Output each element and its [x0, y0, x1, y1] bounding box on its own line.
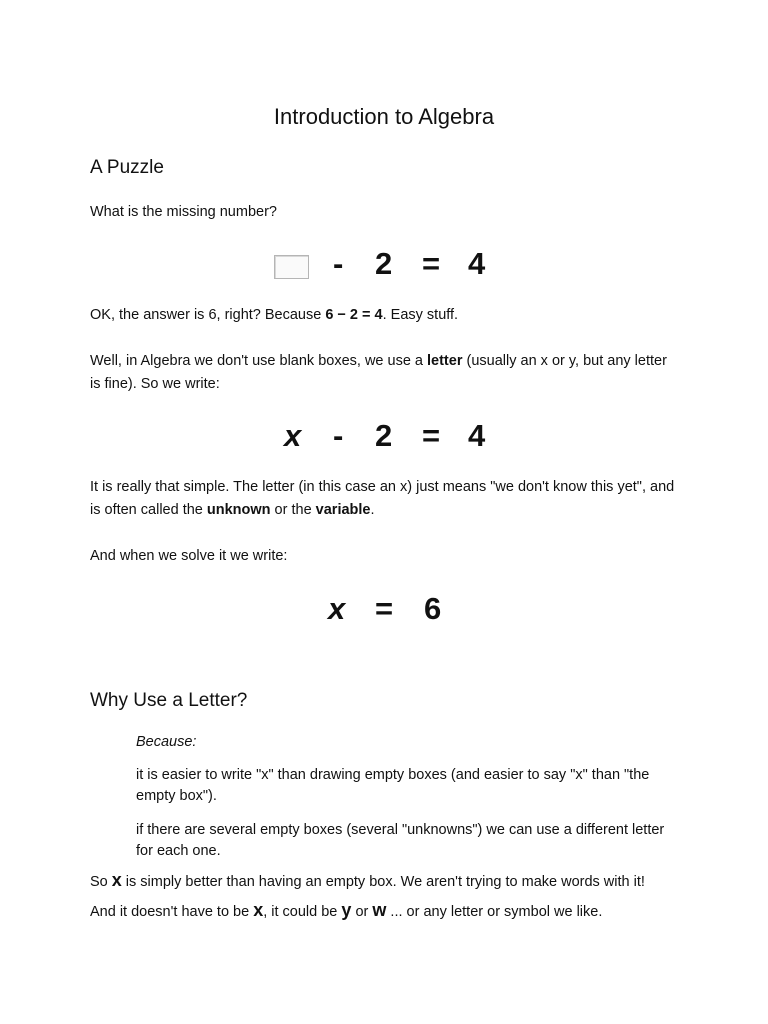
eq2-two: 2	[375, 418, 393, 453]
letter-text-post: (usually an x or y, but any letter is fine). So we write:	[90, 353, 667, 392]
so-line-pre: So	[90, 874, 112, 890]
eq1-four: 4	[468, 246, 486, 281]
letter-text-pre: Well, in Algebra we don't use blank boxes, we use a	[90, 353, 428, 369]
so-line	[90, 869, 710, 894]
last-line-mid1: , it could be	[263, 904, 342, 920]
answer-paragraph	[90, 304, 680, 327]
answer-text-pre: OK, the answer is 6, right? Because	[90, 307, 326, 323]
eq3-six: 6	[424, 591, 442, 626]
blank-box	[274, 255, 309, 279]
eq2-minus: -	[333, 418, 344, 453]
last-line-w: w	[372, 900, 387, 920]
simple-text-bold-unknown: unknown	[206, 502, 271, 518]
answer-text-bold: 6 − 2 = 4	[325, 307, 383, 323]
last-line-pre: And it doesn't have to be	[90, 904, 254, 920]
page-title: Introduction to Algebra	[273, 104, 495, 129]
reason-one: it is easier to write "x" than drawing empty boxes (and easier to say "x" than "the empty box").	[136, 767, 650, 804]
last-line-post: ... or any letter or symbol we like.	[386, 904, 603, 920]
so-line-x: x	[111, 870, 122, 890]
eq2-x: x	[284, 418, 302, 453]
letter-paragraph	[90, 350, 680, 396]
because-label: Because:	[136, 734, 197, 750]
simple-text-pre: It is really that simple. The letter (in this case an x) just means "we don't know this yet", and is often called the	[90, 479, 675, 518]
answer-text-post: . Easy stuff.	[382, 307, 459, 323]
eq3-equals: =	[375, 591, 394, 626]
last-line	[90, 899, 710, 924]
so-line-post: is simply better than having an empty box. We aren't trying to make words with it!	[121, 874, 645, 890]
eq2-equals: =	[422, 418, 441, 453]
section-heading-why: Why Use a Letter?	[90, 690, 248, 711]
simple-text-post: .	[370, 502, 375, 518]
puzzle-question: What is the missing number?	[90, 204, 277, 220]
letter-text-bold: letter	[427, 353, 463, 369]
last-line-mid2: or	[351, 904, 373, 920]
section-heading-puzzle: A Puzzle	[90, 157, 164, 178]
eq1-minus: -	[333, 246, 344, 281]
solve-paragraph: And when we solve it we write:	[90, 548, 288, 564]
eq3-x: x	[328, 591, 346, 626]
last-line-x: x	[253, 900, 264, 920]
eq1-two: 2	[375, 246, 393, 281]
eq1-equals: =	[422, 246, 441, 281]
simple-paragraph	[90, 476, 680, 522]
simple-text-mid: or the	[270, 502, 316, 518]
last-line-y: y	[341, 900, 352, 920]
reason-two: if there are several empty boxes (several "unknowns") we can use a different letter for each one.	[136, 822, 665, 859]
eq2-four: 4	[468, 418, 486, 453]
simple-text-bold-variable: variable	[315, 502, 371, 518]
